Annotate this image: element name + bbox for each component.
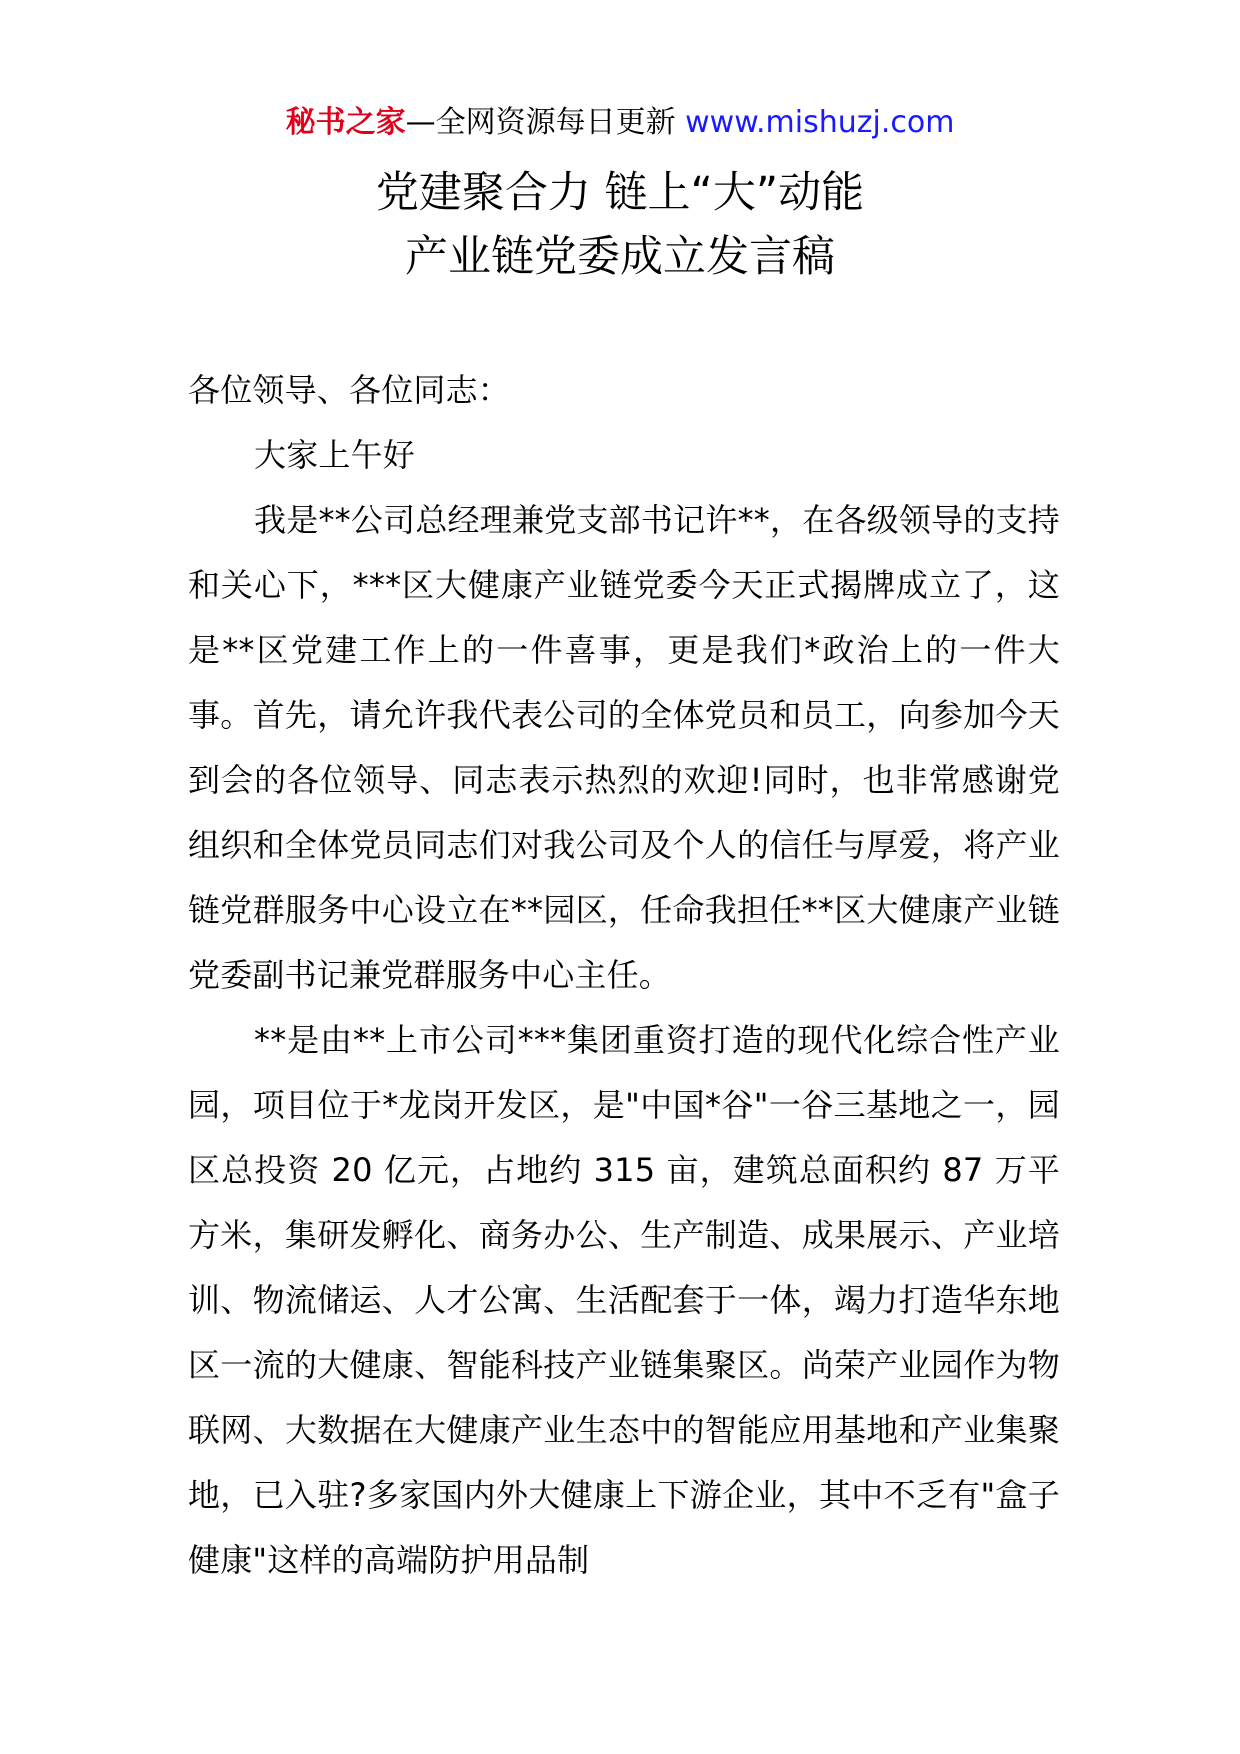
site-header (0, 100, 1240, 146)
brand-name: 秘书之家 (285, 105, 406, 140)
document-title-line-2: 产业链党委成立发言稿 (405, 232, 835, 282)
header-tagline: —全网资源每日更新 (405, 105, 676, 140)
document-body (188, 358, 1060, 1593)
greeting: 大家上午好 (254, 436, 416, 474)
paragraph-1: 我是**公司总经理兼党支部书记许**，在各级领导的支持和关心下，***区大健康产业链党委今天正式揭牌成立了，这是**区党建工作上的一件喜事，更是我们*政治上的一件大事。首先，请允许我代表公司的全体党员和员工，向参加今天到会的各位领导、同志表示热烈的欢迎!同时，也非常感谢党组织和全体党员同志们对我公司及个人的信任与厚爱，将产业链党群服务中心设立在**园区，任命我担任**区大健康产业链党委副书记兼党群服务中心主任。 (188, 501, 1060, 994)
paragraph-2: **是由**上市公司***集团重资打造的现代化综合性产业园，项目位于*龙岗开发区，是"中国*谷"一谷三基地之一，园区总投资 20 亿元，占地约 315 亩，建筑总面积约 87 万平方米，集研发孵化、商务办公、生产制造、成果展示、产业培训、物流储运、人才公寓、生活配套于一体，竭力打造华东地区一流的大健康、智能科技产业链集聚区。尚荣产业园作为物联网、大数据在大健康产业生态中的智能应用基地和产业集聚地，已入驻?多家国内外大健康上下游企业，其中不乏有"盒子健康"这样的高端防护用品制 (188, 1021, 1060, 1579)
document-title-line-1: 党建聚合力 链上“大”动能 (375, 168, 865, 218)
salutation: 各位领导、各位同志： (188, 371, 511, 409)
site-url[interactable]: www.mishuzj.com (685, 105, 955, 140)
